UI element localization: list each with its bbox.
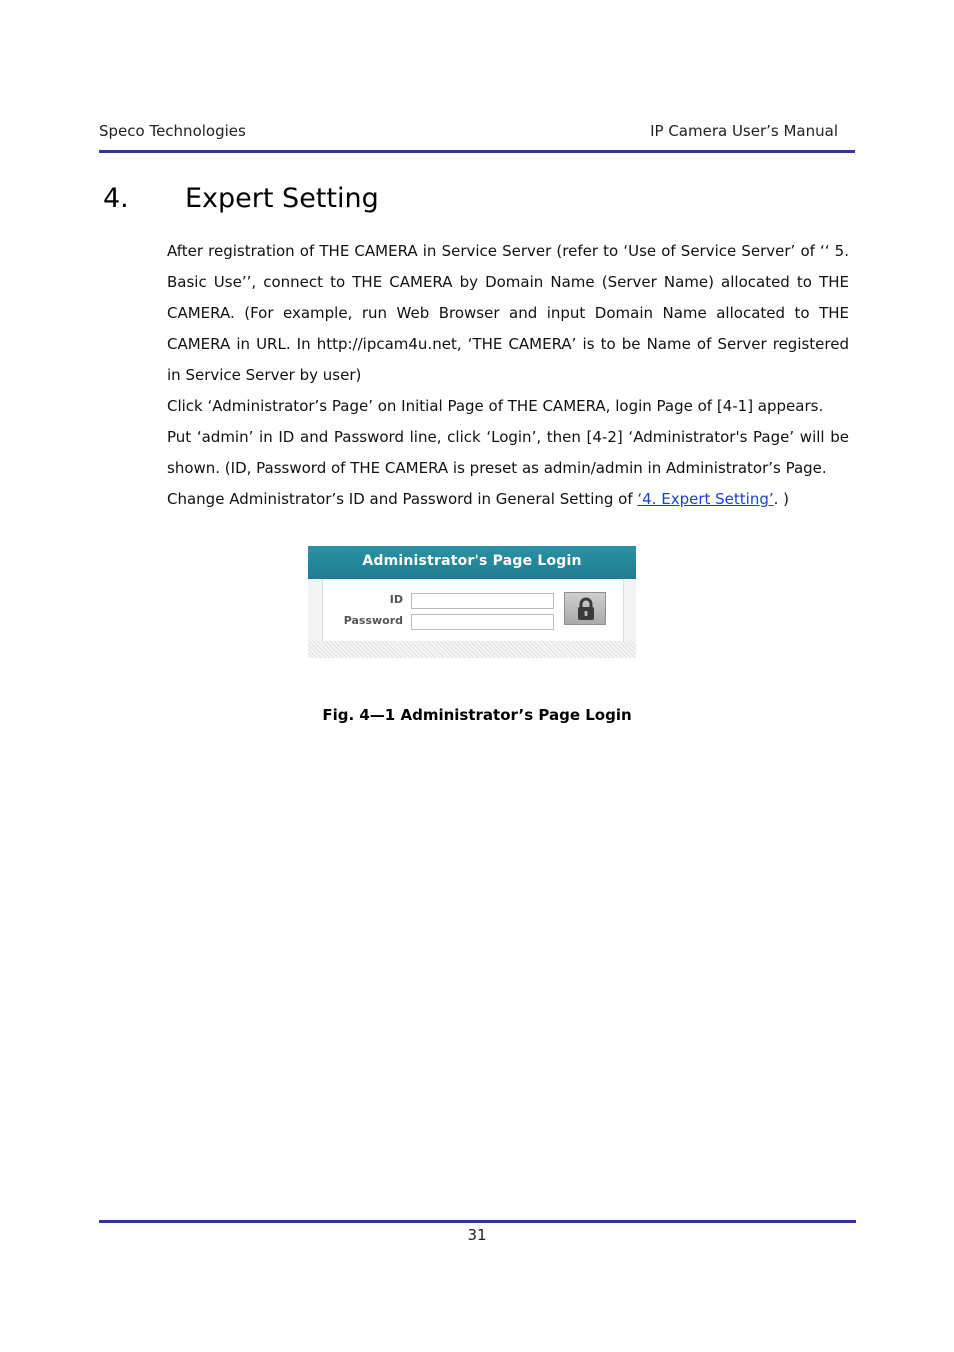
section-title: Expert Setting — [185, 183, 379, 214]
login-button[interactable] — [564, 592, 606, 625]
expert-setting-link[interactable]: ‘4. Expert Setting’ — [637, 490, 774, 508]
id-field[interactable] — [411, 593, 554, 609]
paragraph-change-text: Change Administrator’s ID and Password in General Setting of — [167, 490, 638, 508]
paragraph-click-admin: Click ‘Administrator’s Page’ on Initial Page of THE CAMERA, login Page of [4-1] appears. — [167, 397, 824, 415]
paragraph-login: Put ‘admin’ in ID and Password line, click ‘Login’, then [4-2] ‘Administrator's Page’ will be shown. (ID, Password of THE CAMERA is preset as admin/admin in Administrator’s Page. — [167, 428, 849, 477]
paragraph-change-password — [167, 484, 849, 515]
login-form — [322, 579, 624, 641]
password-label: Password — [343, 614, 403, 627]
page-number: 31 — [467, 1226, 487, 1244]
login-footer-pattern — [308, 641, 636, 658]
footer-rule — [99, 1220, 856, 1223]
paragraph-registration: After registration of THE CAMERA in Service Server (refer to ‘Use of Service Server’ of ‘‘ 5. Basic Use’’, connect to THE CAMERA by Domain Name (Server Name) allocated to THE CAMERA. (For example, run Web Browser and input Domain Name allocated to THE CAMERA in URL. In http://ipcam4u.net, ‘THE CAMERA’ is to be Name of Server registered in Service Server by user) — [167, 242, 849, 384]
section-number: 4. — [103, 183, 129, 214]
login-figure — [308, 546, 636, 658]
body-text — [167, 236, 849, 515]
password-field[interactable] — [411, 614, 554, 630]
header-rule — [99, 150, 855, 153]
header-company: Speco Technologies — [99, 122, 246, 140]
header-manual-title: IP Camera User’s Manual — [650, 122, 838, 140]
figure-caption: Fig. 4—1 Administrator’s Page Login — [322, 706, 632, 724]
lock-icon — [576, 597, 596, 621]
section-heading — [103, 183, 379, 214]
id-label: ID — [389, 593, 403, 606]
login-title: Administrator's Page Login — [308, 546, 636, 579]
paragraph-change-tail: . ) — [773, 490, 790, 508]
